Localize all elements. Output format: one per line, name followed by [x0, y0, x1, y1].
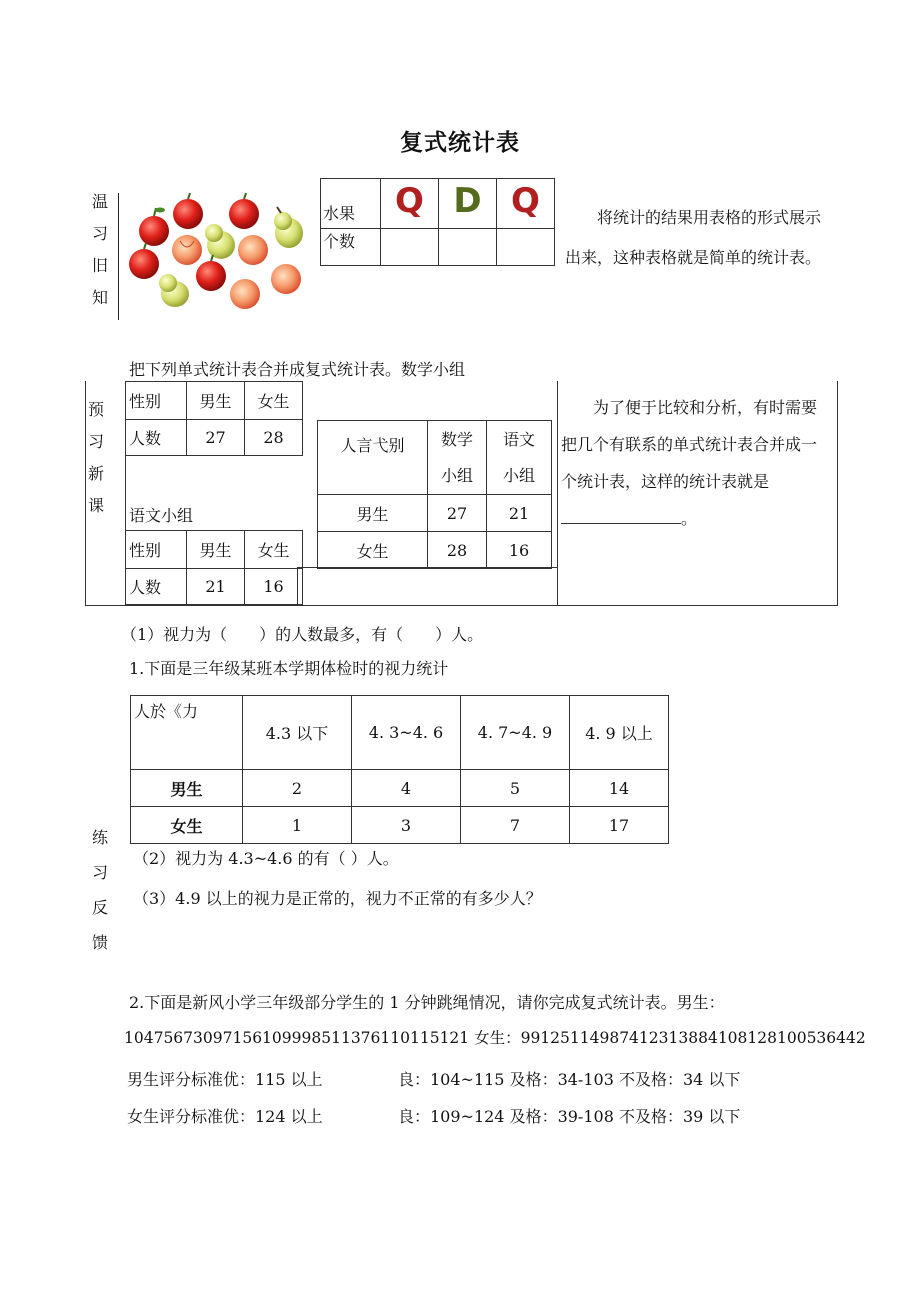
fruit-glyph-cell: [381, 179, 439, 229]
peach-icon: [230, 279, 260, 309]
table-bottom-line: [297, 567, 557, 568]
peach-icon: [238, 235, 268, 265]
question-3: （3）4.9 以上的视力是正常的，视力不正常的有多少人？: [133, 889, 542, 908]
table-header: 男生: [187, 382, 245, 420]
combined-cell: 21: [487, 495, 552, 532]
pear-icon: [159, 274, 189, 307]
table-cell: 21: [187, 569, 245, 605]
combined-cell: 28: [428, 532, 487, 569]
peach-icon: [172, 235, 202, 265]
vision-col-header: 4.3 以下: [243, 696, 352, 770]
question-2: （2）视力为 4.3~4.6 的有（ ）人。: [133, 849, 399, 868]
apple-icon: [173, 193, 203, 229]
combined-cell: 27: [428, 495, 487, 532]
vision-col-header: 4. 3~4. 6: [352, 696, 461, 770]
math-group-table: [125, 381, 303, 456]
vision-cell: 1: [243, 807, 352, 844]
chinese-group-table: [125, 530, 303, 605]
label-char: 反: [91, 898, 108, 917]
fruit-count-table: [320, 178, 555, 266]
combined-col-header: [487, 421, 552, 495]
table-cell: 16: [245, 569, 303, 605]
table-cell: 28: [245, 420, 303, 456]
compound-table-definition: [561, 389, 831, 537]
label-char: 练: [91, 828, 108, 847]
label-char: 预: [87, 400, 104, 419]
section-label-practice: [88, 826, 112, 966]
vision-cell: 3: [352, 807, 461, 844]
label-char: 温: [91, 192, 108, 211]
vision-row-label: 女生: [131, 807, 243, 844]
chinese-group-caption: 语文小组: [129, 506, 194, 525]
boys-standard-rest: 良：104~115 及格：34-103 不及格：34 以下: [398, 1070, 741, 1089]
label-char: 知: [91, 288, 108, 307]
definition-text: 为了便于比较和分析，有时需要把几个有联系的单式统计表合并成一个统计表，这样的统计表就是: [561, 398, 818, 491]
vision-cell: 2: [243, 770, 352, 807]
label-char: 习: [87, 432, 104, 451]
label-char: 新: [87, 464, 104, 483]
apple-icon: [229, 193, 259, 229]
pear-icon: [274, 207, 303, 248]
question-1: （1）视力为（ ）的人数最多，有（ ）人。: [121, 625, 484, 644]
girls-standard-rest: 良：109~124 及格：39-108 不及格：39 以下: [398, 1107, 741, 1126]
fruit-glyph-cell: [497, 179, 555, 229]
fruit-count-cell: [439, 229, 497, 266]
header-line: 语文: [502, 429, 535, 449]
apple-icon: [129, 243, 159, 279]
vision-cell: 4: [352, 770, 461, 807]
girls-standard-excellent: 女生评分标准优：124 以上: [127, 1107, 323, 1126]
label-char: 馈: [91, 933, 108, 952]
table-side-line: [297, 567, 298, 605]
label-char: 课: [87, 496, 104, 515]
header-line: 小组: [440, 465, 473, 485]
header-line: 小组: [502, 465, 535, 485]
vision-cell: 5: [461, 770, 570, 807]
fruit-count-cell: [381, 229, 439, 266]
fruit-count-cell: [497, 229, 555, 266]
fruit-row-header: 个数: [321, 229, 381, 266]
combined-row-label: 女生: [318, 532, 428, 569]
peach-icon: [271, 264, 301, 294]
table-header: 女生: [245, 531, 303, 569]
vision-corner-cell: 人於《力: [131, 696, 243, 770]
fruit-glyph: D: [453, 181, 482, 221]
fruit-glyph-cell: [439, 179, 497, 229]
vision-cell: 7: [461, 807, 570, 844]
task-2: 2.下面是新风小学三年级部分学生的 1 分钟跳绳情况，请你完成复式统计表。男生：: [129, 993, 725, 1012]
table-header: 性别: [126, 382, 187, 420]
table-header: 性别: [126, 531, 187, 569]
fruit-glyph: Q: [511, 181, 540, 221]
vision-row-label: 男生: [131, 770, 243, 807]
fruit-row-header: 水果: [321, 179, 381, 229]
combined-cell: 16: [487, 532, 552, 569]
table-cell: 人数: [126, 420, 187, 456]
vision-col-header: 4. 7~4. 9: [461, 696, 570, 770]
label-char: 旧: [91, 256, 108, 275]
fruit-glyph: Q: [395, 181, 424, 221]
apple-icon: [196, 255, 226, 291]
label-char: 习: [91, 863, 108, 882]
vision-col-header: 4. 9 以上: [570, 696, 669, 770]
definition-end: 。: [681, 509, 698, 528]
table-cell: 27: [187, 420, 245, 456]
section-divider: [118, 193, 119, 320]
task-1: 1.下面是三年级某班本学期体检时的视力统计: [129, 659, 449, 678]
label-char: 习: [91, 224, 108, 243]
combined-row-label: 男生: [318, 495, 428, 532]
jump-rope-data: 1047567309715610999851137611011512​1 女生：99125114987412313884108128100536442: [124, 1029, 866, 1047]
vision-cell: 17: [570, 807, 669, 844]
vision-table: [130, 695, 669, 844]
pear-icon: [205, 224, 235, 259]
apple-icon: [139, 208, 169, 247]
page-title: 复式统计表: [400, 130, 520, 156]
table-cell: 人数: [126, 569, 187, 605]
simple-table-definition: 将统计的结果用表格的形式展示出来，这种表格就是简单的统计表。: [565, 208, 822, 267]
vision-cell: 14: [570, 770, 669, 807]
combined-corner-cell: 人言弋别: [318, 421, 428, 495]
section-label-review: [88, 190, 112, 318]
merge-instruction: 把下列单式统计表合并成复式统计表。数学小组: [129, 360, 466, 379]
boys-standard-excellent: 男生评分标准优：115 以上: [127, 1070, 323, 1089]
frame-right-divider: [557, 381, 558, 605]
header-line: 数学: [440, 429, 473, 449]
table-header: 男生: [187, 531, 245, 569]
answer-blank[interactable]: [561, 509, 681, 524]
combined-col-header: [428, 421, 487, 495]
combined-table: [317, 420, 552, 569]
section-label-preview: [85, 398, 107, 526]
table-header: 女生: [245, 382, 303, 420]
fruit-illustration: [124, 193, 308, 311]
